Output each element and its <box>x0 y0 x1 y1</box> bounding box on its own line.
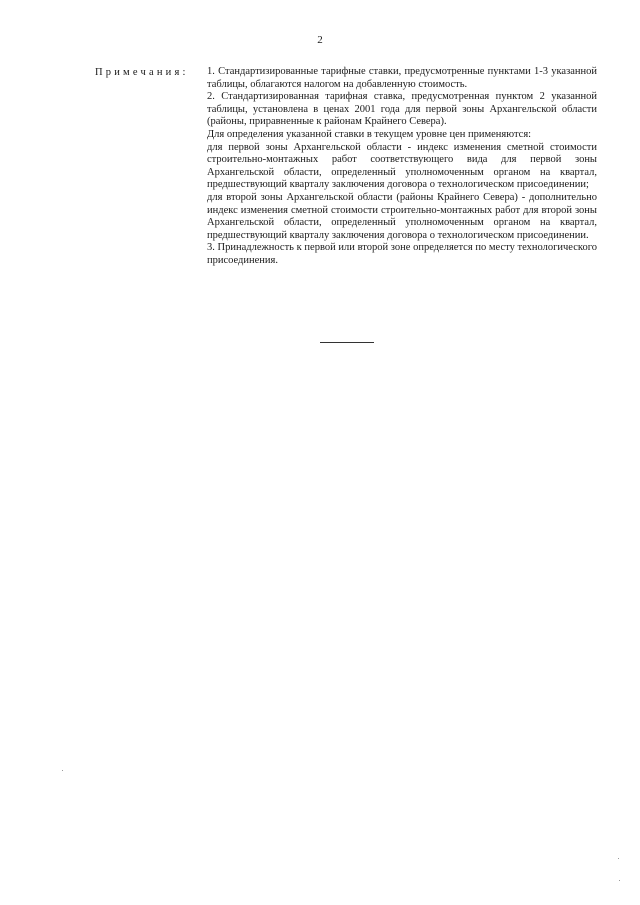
scan-speck <box>619 880 620 881</box>
note-paragraph-4: для первой зоны Архангельской области - индекс изменения сметной стоимости строительно-монтажных работ соответствующего вида для первой зоны Архангельской области, определенный уполномоченным органом на квартал, предшествующий кварталу заключения договора о технологическом присоединении; <box>207 141 597 191</box>
notes-body <box>207 66 597 268</box>
end-of-text-rule <box>320 342 374 343</box>
notes-label: Примечания: <box>95 67 189 78</box>
note-paragraph-3: Для определения указанной ставки в текущем уровне цен применяются: <box>207 128 532 140</box>
note-paragraph-2: 2. Стандартизированная тарифная ставка, предусмотренная пунктом 2 указанной таблицы, установлена в ценах 2001 года для первой зоны Архангельской области (районы, приравненные к районам Крайнего Севера). <box>207 91 597 128</box>
note-paragraph-6: 3. Принадлежность к первой или второй зоне определяется по месту технологического присоединения. <box>207 242 597 266</box>
note-paragraph-5: для второй зоны Архангельской области (районы Крайнего Севера) - дополнительно индекс изменения сметной стоимости строительно-монтажных работ для второй зоны Архангельской области, определенный уполномоченным органом на квартал, предшествующий кварталу заключения договора о технологическом присоединении. <box>207 191 597 241</box>
scan-speck <box>62 770 63 771</box>
page-number: 2 <box>317 34 323 46</box>
scan-speck <box>618 858 619 859</box>
note-paragraph-1: 1. Стандартизированные тарифные ставки, предусмотренные пунктами 1-3 указанной таблицы, облагаются налогом на добавленную стоимость. <box>207 66 597 90</box>
